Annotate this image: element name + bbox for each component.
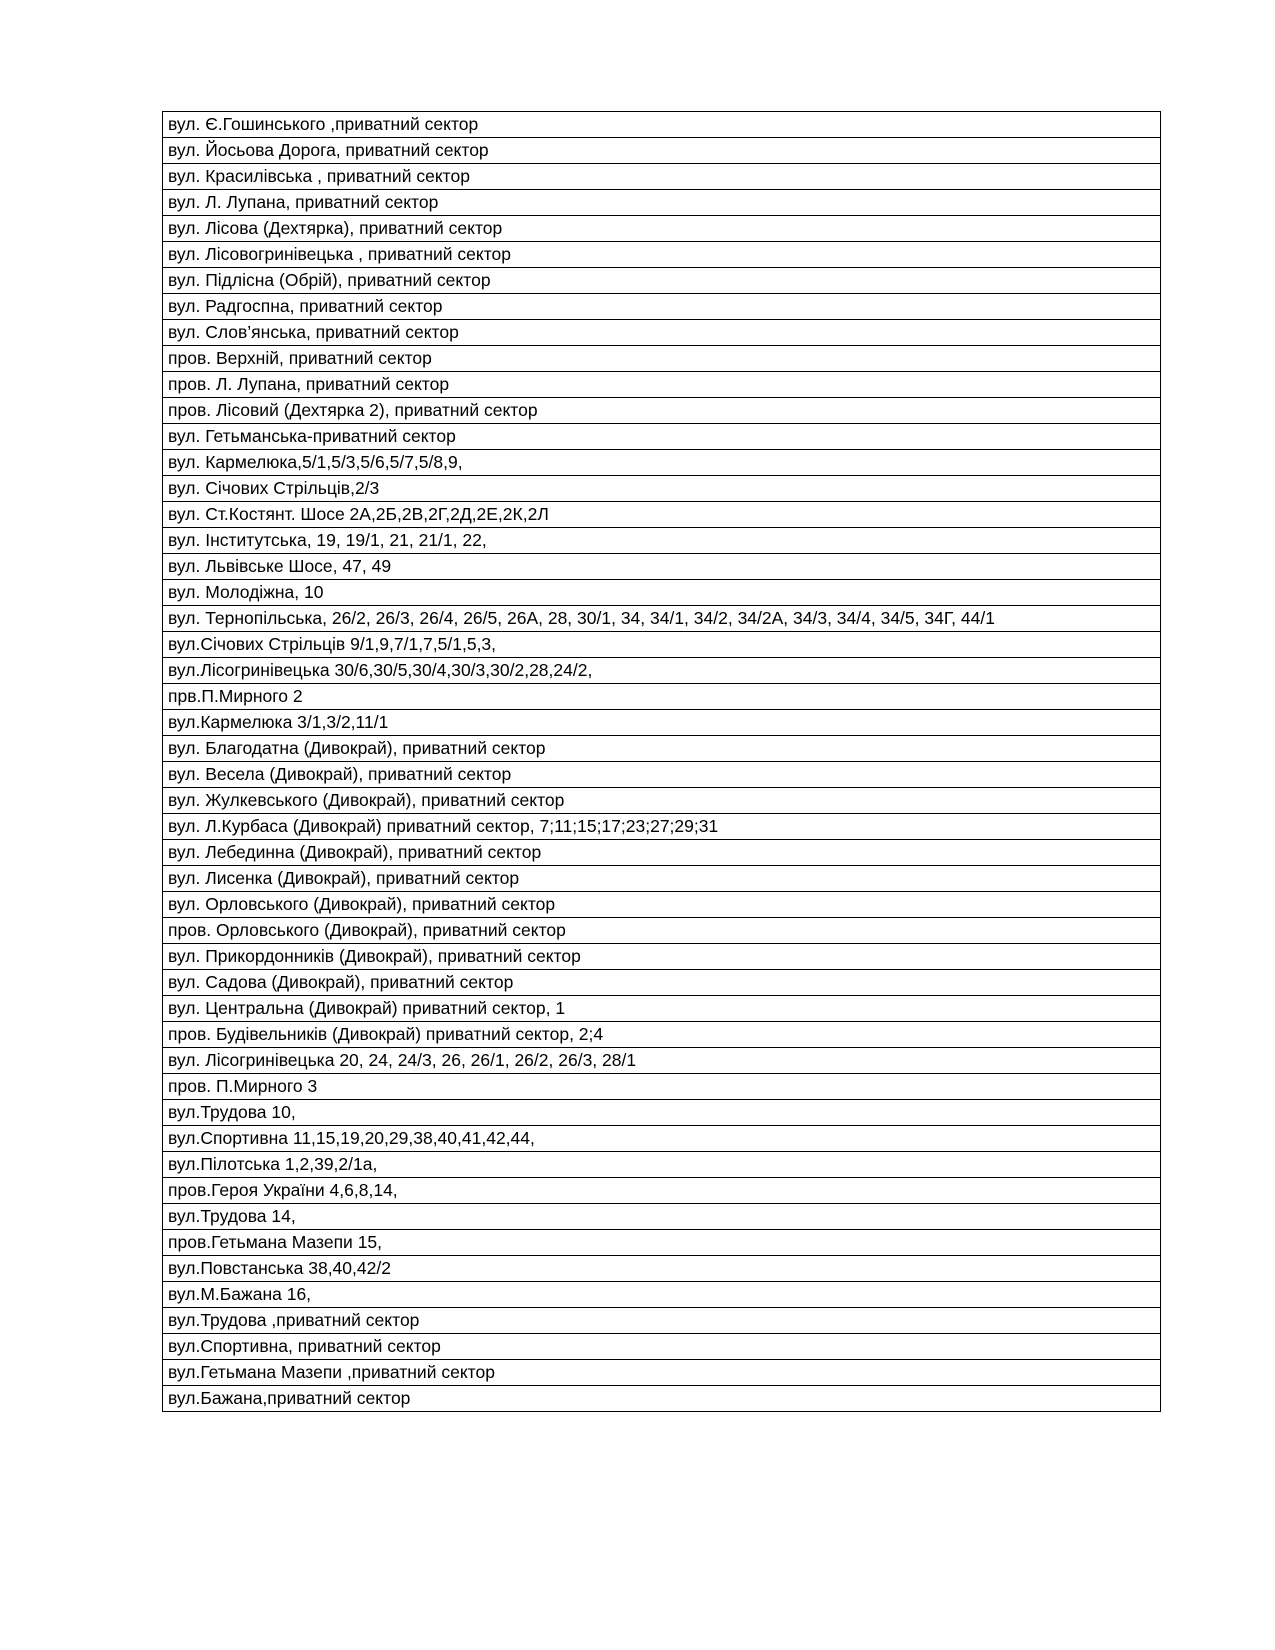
table-row <box>163 424 1161 450</box>
table-row <box>163 892 1161 918</box>
address-cell: вул. Прикордонників (Дивокрай), приватний сектор <box>163 944 1161 970</box>
table-row <box>163 528 1161 554</box>
address-cell: вул. Молодіжна, 10 <box>163 580 1161 606</box>
address-cell: пров. П.Мирного 3 <box>163 1074 1161 1100</box>
table-row <box>163 736 1161 762</box>
table-row <box>163 944 1161 970</box>
table-row <box>163 320 1161 346</box>
table-row <box>163 1334 1161 1360</box>
address-cell: вул. Лісогринівецька 20, 24, 24/3, 26, 26/1, 26/2, 26/3, 28/1 <box>163 1048 1161 1074</box>
table-row <box>163 1204 1161 1230</box>
address-table <box>162 111 1161 1412</box>
table-row <box>163 1282 1161 1308</box>
table-row <box>163 190 1161 216</box>
table-row <box>163 814 1161 840</box>
address-cell: пров. Будівельників (Дивокрай) приватний сектор, 2;4 <box>163 1022 1161 1048</box>
address-cell: вул. Слов’янська, приватний сектор <box>163 320 1161 346</box>
table-row <box>163 476 1161 502</box>
table-row <box>163 112 1161 138</box>
table-row <box>163 710 1161 736</box>
table-row <box>163 554 1161 580</box>
address-cell: вул. Радгоспна, приватний сектор <box>163 294 1161 320</box>
address-table-body <box>163 112 1161 1412</box>
table-row <box>163 1308 1161 1334</box>
address-cell: вул. Благодатна (Дивокрай), приватний сектор <box>163 736 1161 762</box>
table-row <box>163 632 1161 658</box>
table-row <box>163 1100 1161 1126</box>
table-row <box>163 970 1161 996</box>
address-cell: вул.Січових Стрільців 9/1,9,7/1,7,5/1,5,3, <box>163 632 1161 658</box>
address-cell: вул. Тернопільська, 26/2, 26/3, 26/4, 26/5, 26А, 28, 30/1, 34, 34/1, 34/2, 34/2А, 34/3, 34/4, 34/5, 34Г, 44/1 <box>163 606 1161 632</box>
table-row <box>163 1386 1161 1412</box>
address-cell: вул.Кармелюка 3/1,3/2,11/1 <box>163 710 1161 736</box>
table-row <box>163 866 1161 892</box>
table-row <box>163 1126 1161 1152</box>
address-cell: вул.Трудова 14, <box>163 1204 1161 1230</box>
table-row <box>163 268 1161 294</box>
address-cell: пров. Лісовий (Дехтярка 2), приватний сектор <box>163 398 1161 424</box>
address-cell: вул. Красилівська , приватний сектор <box>163 164 1161 190</box>
table-row <box>163 346 1161 372</box>
address-cell: вул. Садова (Дивокрай), приватний сектор <box>163 970 1161 996</box>
address-cell: вул. Л. Лупана, приватний сектор <box>163 190 1161 216</box>
table-row <box>163 138 1161 164</box>
address-cell: вул.Трудова ,приватний сектор <box>163 1308 1161 1334</box>
table-row <box>163 372 1161 398</box>
address-cell: вул. Ст.Костянт. Шосе 2А,2Б,2В,2Г,2Д,2Е,2К,2Л <box>163 502 1161 528</box>
address-cell: вул.М.Бажана 16, <box>163 1282 1161 1308</box>
address-cell: вул.Трудова 10, <box>163 1100 1161 1126</box>
table-row <box>163 1256 1161 1282</box>
table-row <box>163 1178 1161 1204</box>
table-row <box>163 1230 1161 1256</box>
address-cell: вул. Л.Курбаса (Дивокрай) приватний сектор, 7;11;15;17;23;27;29;31 <box>163 814 1161 840</box>
address-cell: вул. Львівське Шосе, 47, 49 <box>163 554 1161 580</box>
address-cell: вул. Кармелюка,5/1,5/3,5/6,5/7,5/8,9, <box>163 450 1161 476</box>
address-cell: вул. Гетьманська-приватний сектор <box>163 424 1161 450</box>
address-cell: вул. Лебединна (Дивокрай), приватний сектор <box>163 840 1161 866</box>
address-cell: вул. Лісовогринівецька , приватний сектор <box>163 242 1161 268</box>
table-row <box>163 658 1161 684</box>
table-row <box>163 684 1161 710</box>
address-cell: пров.Героя України 4,6,8,14, <box>163 1178 1161 1204</box>
address-cell: пров.Гетьмана Мазепи 15, <box>163 1230 1161 1256</box>
address-cell: вул.Пілотська 1,2,39,2/1а, <box>163 1152 1161 1178</box>
table-row <box>163 1152 1161 1178</box>
address-cell: вул. Йосьова Дорога, приватний сектор <box>163 138 1161 164</box>
address-cell: вул. Жулкевського (Дивокрай), приватний сектор <box>163 788 1161 814</box>
address-cell: вул. Орловського (Дивокрай), приватний сектор <box>163 892 1161 918</box>
table-row <box>163 1074 1161 1100</box>
address-cell: прв.П.Мирного 2 <box>163 684 1161 710</box>
table-row <box>163 216 1161 242</box>
table-row <box>163 1048 1161 1074</box>
table-row <box>163 788 1161 814</box>
table-row <box>163 502 1161 528</box>
table-row <box>163 840 1161 866</box>
table-row <box>163 762 1161 788</box>
address-cell: вул.Лісогринівецька 30/6,30/5,30/4,30/3,30/2,28,24/2, <box>163 658 1161 684</box>
table-row <box>163 1360 1161 1386</box>
address-cell: вул.Повстанська 38,40,42/2 <box>163 1256 1161 1282</box>
address-cell: вул. Весела (Дивокрай), приватний сектор <box>163 762 1161 788</box>
table-row <box>163 164 1161 190</box>
table-row <box>163 450 1161 476</box>
address-cell: вул. Січових Стрільців,2/3 <box>163 476 1161 502</box>
table-row <box>163 294 1161 320</box>
address-cell: вул. Підлісна (Обрій), приватний сектор <box>163 268 1161 294</box>
address-cell: вул.Спортивна 11,15,19,20,29,38,40,41,42,44, <box>163 1126 1161 1152</box>
address-cell: пров. Л. Лупана, приватний сектор <box>163 372 1161 398</box>
address-cell: вул.Спортивна, приватний сектор <box>163 1334 1161 1360</box>
table-row <box>163 580 1161 606</box>
table-row <box>163 996 1161 1022</box>
table-row <box>163 1022 1161 1048</box>
table-row <box>163 918 1161 944</box>
table-row <box>163 398 1161 424</box>
address-cell: вул.Гетьмана Мазепи ,приватний сектор <box>163 1360 1161 1386</box>
table-row <box>163 606 1161 632</box>
address-cell: вул. Центральна (Дивокрай) приватний сектор, 1 <box>163 996 1161 1022</box>
address-cell: вул. Лисенка (Дивокрай), приватний сектор <box>163 866 1161 892</box>
table-row <box>163 242 1161 268</box>
address-cell: вул. Лісова (Дехтярка), приватний сектор <box>163 216 1161 242</box>
address-cell: вул.Бажана,приватний сектор <box>163 1386 1161 1412</box>
address-cell: вул. Є.Гошинського ,приватний сектор <box>163 112 1161 138</box>
address-cell: вул. Інститутська, 19, 19/1, 21, 21/1, 22, <box>163 528 1161 554</box>
address-cell: пров. Верхній, приватний сектор <box>163 346 1161 372</box>
address-cell: пров. Орловського (Дивокрай), приватний сектор <box>163 918 1161 944</box>
